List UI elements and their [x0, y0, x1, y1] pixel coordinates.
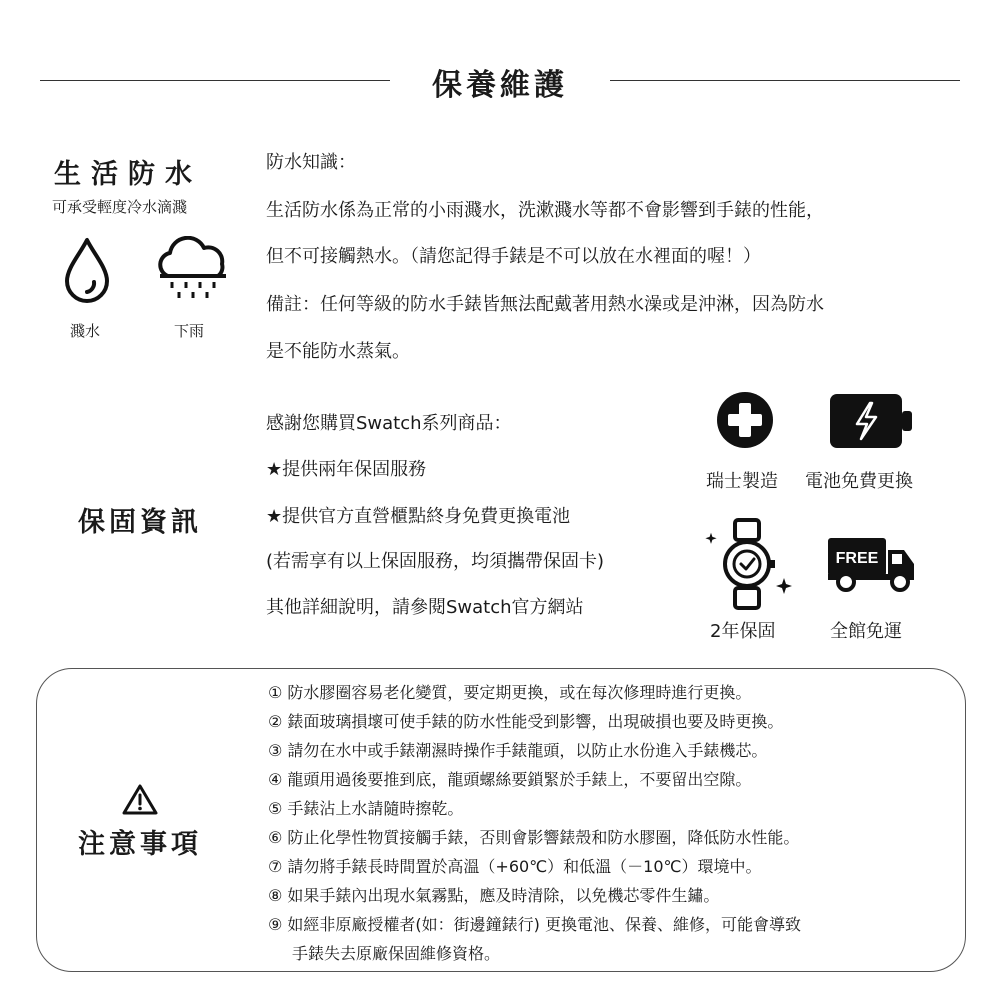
notice-item: ① 防水膠圈容易老化變質，要定期更換，或在每次修理時進行更換。 — [268, 683, 752, 702]
warranty-line: 其他詳細說明，請參閱Swatch官方網站 — [266, 597, 584, 618]
waterproof-line: 生活防水係為正常的小雨濺水，洗漱濺水等都不會影響到手錶的性能， — [266, 200, 824, 221]
notice-item: ⑦ 請勿將手錶長時間置於高溫（+60℃）和低溫（－10℃）環境中。 — [268, 857, 762, 876]
notice-item: ⑨ 如經非原廠授權者(如：街邊鐘錶行) 更換電池、保養、維修，可能會導致 — [268, 915, 802, 934]
warning-icon — [122, 783, 158, 815]
badge-label: 電池免費更換 — [805, 471, 913, 492]
badge-label: 2年保固 — [710, 621, 776, 642]
waterproof-line: 但不可接觸熱水。（請您記得手錶是不可以放在水裡面的喔！） — [266, 246, 761, 267]
notice-item: ④ 龍頭用過後要推到底，龍頭螺絲要鎖緊於手錶上，不要留出空隙。 — [268, 770, 752, 789]
notice-item: 手錶失去原廠保固維修資格。 — [292, 944, 501, 963]
warranty-heading: 保固資訊 — [78, 507, 202, 538]
notice-heading: 注意事項 — [78, 829, 202, 860]
waterproof-heading: 生活防水 — [54, 159, 202, 190]
warranty-line: (若需享有以上保固服務，均須攜帶保固卡) — [266, 551, 605, 572]
watch-icon — [704, 518, 800, 610]
notice-item: ③ 請勿在水中或手錶潮濕時操作手錶龍頭，以防止水份進入手錶機芯。 — [268, 741, 768, 760]
warranty-line: 感謝您購買Swatch系列商品： — [266, 413, 512, 434]
badge-label: 瑞士製造 — [706, 471, 778, 492]
truck-free-text: FREE — [835, 550, 879, 567]
rain-cloud-icon — [152, 236, 234, 302]
notice-item: ⑤ 手錶沾上水請隨時擦乾。 — [268, 799, 464, 818]
water-drop-icon — [62, 236, 112, 306]
rain-cloud-label: 下雨 — [174, 322, 205, 340]
free-shipping-truck-icon — [828, 538, 916, 592]
notice-item: ② 錶面玻璃損壞可使手錶的防水性能受到影響，出現破損也要及時更換。 — [268, 712, 784, 731]
waterproof-knowledge-title: 防水知識： — [266, 152, 356, 173]
page-title: 保養維護 — [432, 68, 568, 103]
notice-item: ⑧ 如果手錶內出現水氣霧點，應及時清除，以免機芯零件生鏽。 — [268, 886, 720, 905]
warranty-line: ★提供官方直營櫃點終身免費更換電池 — [266, 506, 571, 527]
waterproof-line: 備註：任何等級的防水手錶皆無法配戴著用熱水澡或是沖淋，因為防水 — [266, 294, 824, 315]
waterproof-subheading: 可承受輕度冷水滴濺 — [52, 198, 188, 216]
waterproof-line: 是不能防水蒸氣。 — [266, 341, 410, 362]
water-drop-label: 濺水 — [70, 322, 101, 340]
battery-icon — [830, 394, 912, 448]
notice-item: ⑥ 防止化學性物質接觸手錶，否則會影響錶殼和防水膠圈，降低防水性能。 — [268, 828, 800, 847]
warranty-line: ★提供兩年保固服務 — [266, 459, 427, 480]
badge-label: 全館免運 — [830, 621, 902, 642]
swiss-cross-icon — [716, 391, 774, 449]
